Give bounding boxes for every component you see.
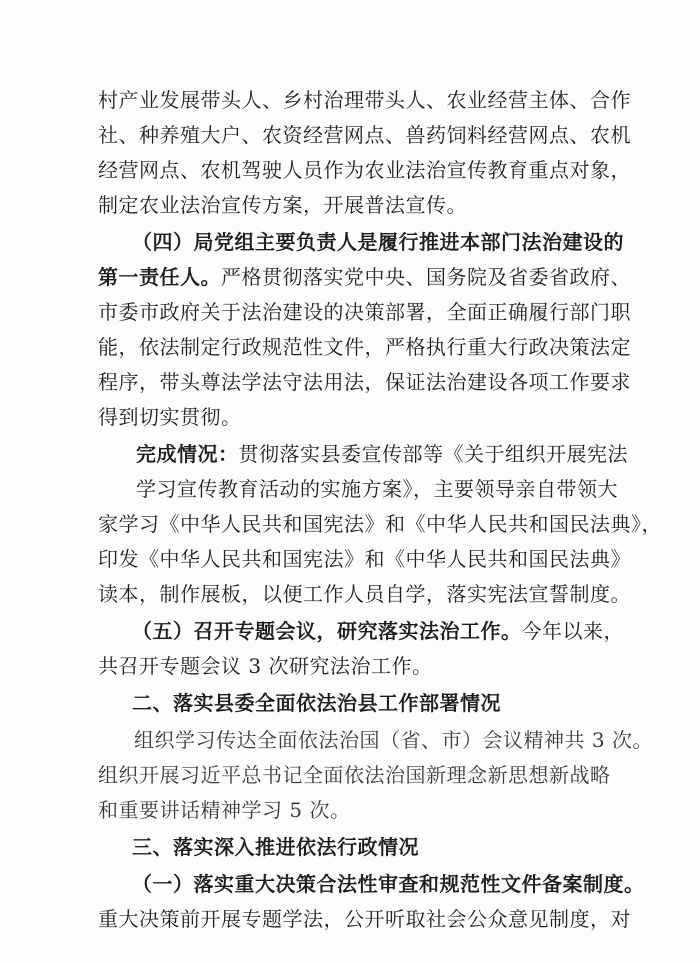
text-line: 程序，带头尊法学法守法用法，保证法治建设各项工作要求 xyxy=(98,370,631,394)
text-line: 村产业发展带头人、乡村治理带头人、农业经营主体、合作 xyxy=(98,88,631,112)
section-heading-four: （四）局党组主要负责人是履行推进本部门法治建设的 xyxy=(132,230,624,254)
text-line: 共召开专题会议 3 次研究法治工作。 xyxy=(98,654,433,678)
completion-label: 完成情况： xyxy=(136,442,239,466)
text-line: 制定农业法治宣传方案，开展普法宣传。 xyxy=(98,193,467,217)
subsection-heading-one: （一）落实重大决策合法性审查和规范性文件备案制度。 xyxy=(132,872,645,896)
text-run: 严格贯彻落实党中央、国务院及省委省政府、 xyxy=(221,265,631,289)
text-line: 读本，制作展板，以便工作人员自学，落实宪法宣誓制度。 xyxy=(98,582,631,606)
text-line: 组织学习传达全面依法治国（省、市）会议精神共 3 次。 xyxy=(134,728,653,752)
text-line: 经营网点、农机驾驶人员作为农业法治宣传教育重点对象， xyxy=(98,158,631,182)
text-run: 今年以来， xyxy=(521,619,624,643)
text-line: 能，依法制定行政规范性文件，严格执行重大行政决策法定 xyxy=(98,335,631,359)
text-line: 学习宣传教育活动的实施方案》，主要领导亲自带领大 xyxy=(136,477,618,501)
section-heading-two: 二、落实县委全面依法治县工作部署情况 xyxy=(132,691,501,715)
text-run: 贯彻落实县委宣传部等《关于组织开展宪法 xyxy=(238,442,628,466)
text-line: 和重要讲话精神学习 5 次。 xyxy=(98,798,351,822)
text-line-mixed xyxy=(136,440,628,468)
text-line: 印发《中华人民共和国宪法》和《中华人民共和国民法典》 xyxy=(98,547,631,571)
text-line: 得到切实贯彻。 xyxy=(98,405,242,429)
text-line-mixed xyxy=(98,263,631,291)
text-line: 家学习《中华人民共和国宪法》和《中华人民共和国民法典》， xyxy=(98,512,662,536)
text-line: 社、种养殖大户、农资经营网点、兽药饲料经营网点、农机 xyxy=(98,123,631,147)
text-line: 市委市政府关于法治建设的决策部署，全面正确履行部门职 xyxy=(98,300,631,324)
section-heading-five: （五）召开专题会议，研究落实法治工作。 xyxy=(132,619,522,643)
bold-lead: 第一责任人。 xyxy=(98,265,221,289)
text-line: 重大决策前开展专题学法，公开听取社会公众意见制度，对 xyxy=(98,907,631,931)
text-line: 组织开展习近平总书记全面依法治国新理念新思想新战略 xyxy=(98,763,611,787)
text-line-mixed xyxy=(132,617,624,645)
section-heading-three: 三、落实深入推进依法行政情况 xyxy=(132,835,419,859)
